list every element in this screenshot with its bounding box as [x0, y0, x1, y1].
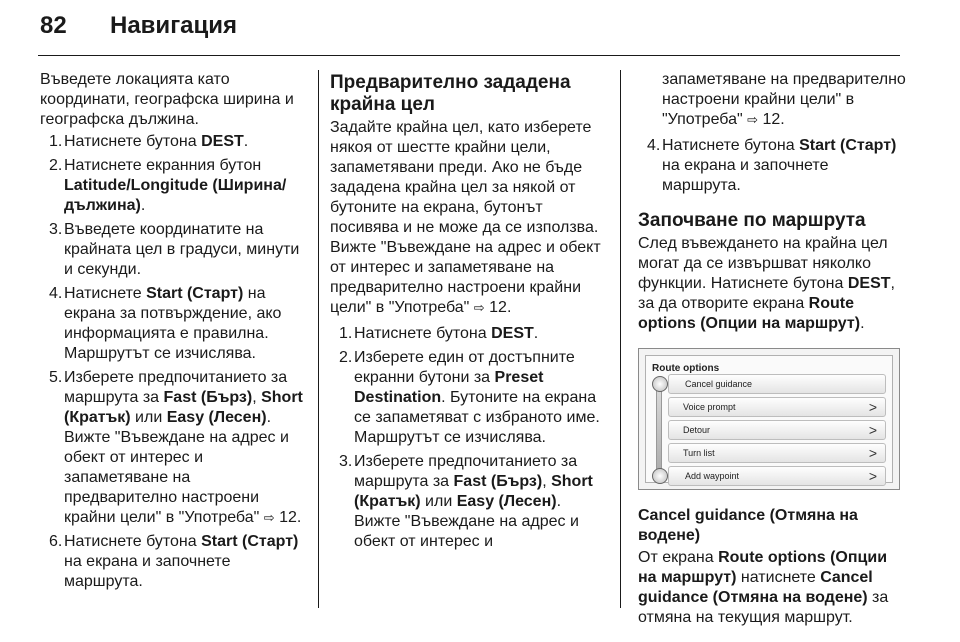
list-item: 5. Изберете предпочитанието за маршрута за Fast (Бърз), Short (Кратък) или Easy (Лесен). Вижте "Въвеждане на адрес и обект от интерес и запаметяване на предварително настроени крайни цели" в "Употреба" ⇨ 12.	[49, 369, 303, 526]
chevron-right-icon: >	[868, 468, 877, 484]
option-voice-prompt: Voice prompt >	[668, 397, 886, 417]
option-turn-list: Turn list >	[668, 443, 886, 463]
screen-title: Route options	[652, 363, 720, 374]
header-rule	[38, 55, 900, 56]
list-item: 4. Натиснете Start (Старт) на екрана за потвърждение, ако информацията е правилна. Маршрутът се изчислява.	[49, 285, 282, 362]
list-item: 2. Натиснете екранния бутон Latitude/Longitude (Ширина/дължина).	[49, 157, 287, 214]
page-ref-arrow-icon: ⇨	[263, 510, 275, 525]
list-item: 2. Изберете един от достъпните екранни бутони за Preset Destination. Бутоните на екрана се запаметяват с избраното име. Маршрутът се изчислява.	[339, 349, 600, 446]
scrollbar	[656, 381, 662, 477]
intro-paragraph: Задайте крайна цел, като изберете някоя от шестте крайни цели, запаметявани преди. Ако не бъде зададена крайна цел за някой от бутоните на екрана, бутонът посивява и не може да се използва. Вижте "Въвеждане на адрес и обект от интерес и запаметяване на предварително настроени крайни цели" в "Употреба" ⇨ 12.	[330, 119, 601, 316]
subsection-paragraph: От екрана Route options (Опции на маршрут) натиснете Cancel guidance (Отмяна на водене) за отмяна на текущия маршрут.	[638, 549, 889, 626]
page-header	[40, 12, 237, 46]
list-item: 3. Въведете координатите на крайната цел в градуси, минути и секунди.	[49, 221, 300, 278]
column-3	[638, 70, 908, 628]
continued-text: запаметяване на предварително настроени крайни цели" в "Употреба" ⇨ 12.	[662, 71, 906, 128]
list-item: 3. Изберете предпочитанието за маршрута за Fast (Бърз), Short (Кратък) или Easy (Лесен). Вижте "Въвеждане на адрес и обект от интерес и	[339, 453, 593, 550]
chevron-right-icon: >	[868, 445, 877, 461]
list-item: 1. Натиснете бутона DEST.	[339, 325, 539, 342]
intro-paragraph: Въведете локацията като координати, географска ширина и географска дължина.	[40, 71, 294, 128]
list-item: 1. Натиснете бутона DEST.	[49, 133, 249, 150]
cancel-icon	[652, 376, 668, 392]
steps-list	[638, 136, 908, 196]
option-detour: Detour >	[668, 420, 886, 440]
options-list	[668, 374, 886, 489]
chevron-right-icon: >	[868, 399, 877, 415]
page-ref-arrow-icon: ⇨	[747, 112, 759, 127]
section-heading: Предварително зададена крайна цел	[330, 72, 571, 115]
page-ref-arrow-icon: ⇨	[473, 300, 485, 315]
route-options-screen-image	[638, 348, 900, 490]
column-divider-2	[620, 70, 621, 608]
page-ref[interactable]: 12.	[762, 111, 785, 128]
steps-list	[330, 324, 602, 552]
page-ref[interactable]: 12.	[279, 509, 302, 526]
option-add-waypoint: Add waypoint >	[668, 466, 886, 486]
option-cancel-guidance: Cancel guidance	[668, 374, 886, 394]
steps-list	[40, 132, 306, 592]
page-title: Навигация	[110, 12, 238, 39]
section-heading: Започване по маршрута	[638, 210, 866, 231]
list-item: 4. Натиснете бутона Start (Старт) на екрана и започнете маршрута.	[647, 137, 897, 194]
screen-frame	[645, 355, 893, 483]
waypoint-icon	[652, 468, 668, 484]
list-item: 6. Натиснете бутона Start (Старт) на екрана и започнете маршрута.	[49, 533, 299, 590]
column-divider-1	[318, 70, 319, 608]
page-ref[interactable]: 12.	[489, 299, 512, 316]
subsection-heading: Cancel guidance (Отмяна на водене)	[638, 507, 858, 544]
section-paragraph: След въвеждането на крайна цел могат да се извършват няколко функции. Натиснете бутона DEST, за да отворите екрана Route options (Опции на маршрут).	[638, 235, 895, 332]
column-2	[330, 72, 602, 556]
page-number: 82	[40, 12, 67, 39]
chevron-right-icon: >	[868, 422, 877, 438]
column-1	[40, 70, 306, 596]
